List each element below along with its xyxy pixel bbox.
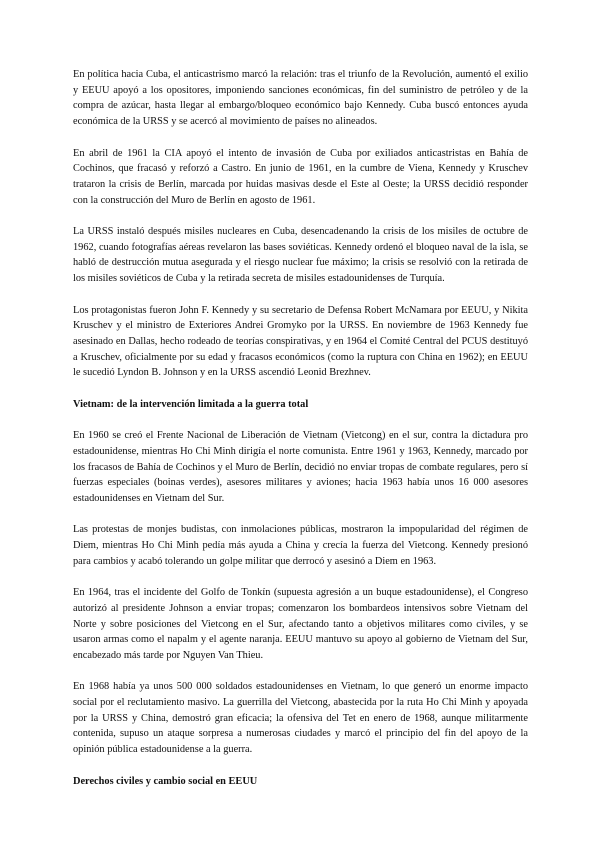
paragraph-buddhist-protests: Las protestas de monjes budistas, con inmolaciones públicas, mostraron la impopularidad del régimen de Diem, mientras Ho Chi Minh pedía más ayuda a China y crecía la fuerza del Vietcong. Kennedy presionó para cambios y acabó tolerando un golpe militar que derrocó y asesinó a Diem en 1963. — [73, 524, 528, 567]
paragraph-cuba-policy: En política hacia Cuba, el anticastrismo marcó la relación: tras el triunfo de la Revolución, aumentó el exilio y EEUU apoyó a los opositores, imponiendo sanciones económicas, fin del suministro de petróleo y de la compra de azúcar, hasta llegar al embargo/bloqueo económico bajo Kennedy. Cuba buscó entonces ayuda económica de la URSS y se acercó al movimiento de países no alineados. — [73, 69, 528, 128]
section-heading-civil-rights: Derechos civiles y cambio social en EEUU — [73, 775, 258, 787]
section-heading-vietnam: Vietnam: de la intervención limitada a la guerra total — [73, 398, 309, 410]
paragraph-vietcong: En 1960 se creó el Frente Nacional de Liberación de Vietnam (Vietcong) en el sur, contra la dictadura pro estadounidense, mientras Ho Chi Minh dirigía el norte comunista. Entre 1961 y 1963, Kennedy, marcado por los fracasos de Bahía de Cochinos y el Muro de Berlín, decidió no enviar tropas de combate regulares, pero sí fuerzas especiales (boinas verdes), asesores militares y aviones; hacia 1963 había unos 16 000 asesores estadounidenses en Vietnam del Sur. — [73, 430, 528, 504]
paragraph-bay-of-pigs-berlin: En abril de 1961 la CIA apoyó el intento de invasión de Cuba por exiliados anticastristas en Bahía de Cochinos, que fracasó y reforzó a Castro. En junio de 1961, en la cumbre de Viena, Kennedy y Kruschev trataron la crisis de Berlín, marcada por huidas masivas desde el Este al Oeste; la URSS decidió responder con la construcción del Muro de Berlín en agosto de 1961. — [73, 147, 528, 206]
paragraph-missile-crisis: La URSS instaló después misiles nucleares en Cuba, desencadenando la crisis de los misiles de octubre de 1962, cuando fotografías aéreas revelaron las bases soviéticas. Kennedy ordenó el bloqueo naval de la isla, se habló de destrucción mutua asegurada y el riesgo nuclear fue máximo; la crisis se resolvió con la retirada de los misiles soviéticos de Cuba y la retirada secreta de misiles estadounidenses de Turquía. — [73, 226, 528, 285]
paragraph-tet-offensive: En 1968 había ya unos 500 000 soldados estadounidenses en Vietnam, lo que generó un enorme impacto social por el reclutamiento masivo. La guerrilla del Vietcong, abastecida por la ruta Ho Chi Minh y apoyada por la URSS y China, demostró gran eficacia; la ofensiva del Tet en enero de 1968, aunque militarmente contenida, supuso un ataque sorpresa a numerosas ciudades y marcó el principio del fin del apoyo de la opinión pública estadounidense a la guerra. — [73, 681, 528, 756]
paragraph-tonkin: En 1964, tras el incidente del Golfo de Tonkín (supuesta agresión a un buque estadounidense), el Congreso autorizó al presidente Johnson a enviar tropas; comenzaron los bombardeos intensivos sobre Vietnam del Norte y sobre posiciones del Vietcong en el Sur, afectando tanto a objetivos militares como civiles, y se usaron armas como el napalm y el agente naranja. EEUU mantuvo su apoyo al gobierno de Vietnam del Sur, encabezado más tarde por Nguyen Van Thieu. — [73, 587, 528, 661]
paragraph-protagonists: Los protagonistas fueron John F. Kennedy y su secretario de Defensa Robert McNamara por EEUU, y Nikita Kruschev y el ministro de Exteriores Andrei Gromyko por la URSS. En noviembre de 1963 Kennedy fue asesinado en Dallas, hecho rodeado de teorías conspirativas, y en 1964 el Comité Central del PCUS destituyó a Kruschev, oficialmente por su edad y fracasos económicos (como la ruptura con China en 1962); en EEUU le sucedió Lyndon B. Johnson y en la URSS ascendió Leonid Brezhnev. — [73, 304, 528, 379]
document-page — [73, 67, 528, 805]
